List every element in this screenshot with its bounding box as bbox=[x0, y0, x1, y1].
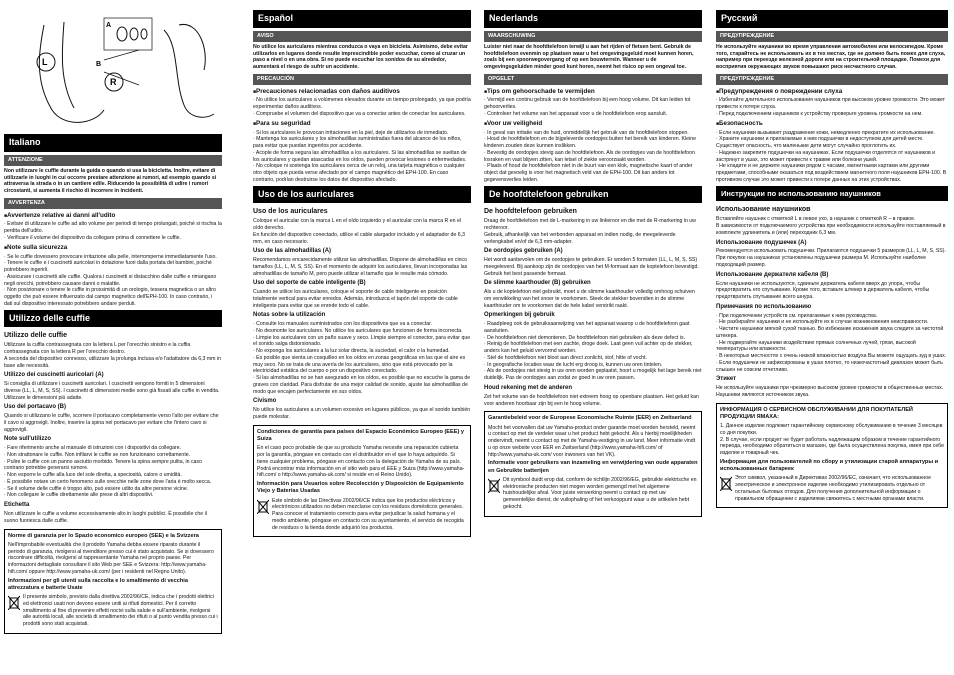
notes-text: · Raadpleeg ook de gebruiksaanwijzing van het apparaat waarop u de hoofdtelefoon gaat aansluiten. · De hoofdtelefoon niet demonteren. De hoofdtelefoon niet gebruiken als deze defect is. · Reinig de hoofdtelefoon met een zachte, droge doek. Laat geen vuil achter op de stekker, anders kan het geluid vervormd worden. · Stel de hoofdtelefoon niet bloot aan direct zonlicht, stof, hitte of vocht. · In geografische locaties waar de lucht erg droog is, kunnen uw oren tintelen. · Als de oordopjes niet stevig in uw oren worden geplaatst, hoort u mogelijk het lage bereik niet duidelijk. Pas de oordopjes aan zodat ze goed in uw oren passen. bbox=[484, 321, 702, 382]
holder-heading: De slimme kaarthouder (B) gebruiken bbox=[484, 280, 591, 287]
warranty-title: Garantiebeleid voor de Europese Economische Ruimte (EER) en Zwitserland bbox=[488, 415, 692, 422]
earphones-diagram-icon bbox=[4, 10, 222, 134]
eartips-text: Si consiglia di utilizzare i cuscinetti auricolari. I cuscinetti vengono forniti in 5 dimensioni diverse (LL, L, M, S, SS). I cuscinetti di dimensioni medie sono già fissati alle cuffie in vendita. Utilizzare le dimensioni più adatte. bbox=[4, 381, 220, 401]
disposal-text: Este símbolo de las Directivas 2002/96/CE indica que los productos eléctricos y electrónicos utilizados no deben mezclarse con los residuos domésticos generales. Para conocer el tratamiento correcto para evitar perjudicar la salud humana y el medio ambiente, póngase en contacto con su ayuntamiento, el servicio de recogida de residuos o la tienda donde adquirió los productos. bbox=[272, 497, 464, 531]
etiquette-text: Non utilizzare le cuffie a volume eccessivamente alto in luoghi pubblici. È possibile che il suono fuoriesca dalle cuffie. bbox=[4, 511, 207, 524]
caution-label: AVVERTENZA bbox=[4, 198, 222, 209]
safety-text: · Se le cuffie dovessero provocare irritazione alla pelle, interromperne immediatamente l'uso. · Tenere le cuffie e i cuscinetti auricolari in dotazione fuori dalla portata dei bambini, poiché potrebbero ingerirli. · Assicurare i cuscinetti alle cuffie. Qualora i cuscinetti si distacchino dalle cuffie e rimangano negli orecchi, potrebbero causare danni o malattie. · Non posizionare o tenere le cuffie in prossimità di un orologio, tessera magnetica o un altro oggetto che può essere influenzato dal campo magnetico dell'EPH-100. In caso contrario, i dati sul dispositivo interessato potrebbero andare perduti. bbox=[4, 253, 217, 307]
usage-heading: De hoofdtelefoon gebruiken bbox=[484, 208, 577, 216]
crossed-bin-icon bbox=[720, 475, 732, 491]
safety-heading: ■ Безопасность bbox=[716, 120, 948, 128]
column-russian bbox=[716, 10, 948, 670]
etiquette-text: Не используйте наушники при чрезмерно высоком уровне громкости в общественных местах. Наушники являются источником звука. bbox=[716, 385, 944, 398]
holder-heading: Uso del soporte de cable inteligente (B) bbox=[253, 280, 366, 287]
warning-text: Non utilizzare le cuffie durante la guida o quando si usa la bicicletta. Inoltre, evitare di utilizzarle in luoghi in cui occorre prestare attenzione ai rumori, ad esempio quando si attraversa la strada o in un cantiere edile. Riducendo la possibilità di udire i rumori circostanti, si aumenta il rischio di incorrere in incidenti. bbox=[4, 167, 217, 195]
disposal-text: Dit symbool duidt erop dat, conform de richtlijn 2002/96/EG, gebruikte elektrische en elektronische producten niet mogen worden gemengd met het algemene huishoudelijke afval. Voor juiste verwerking neemt u contact op met uw gemeentelijke dienst, de vuilophaling of het verkooppunt waar u de artikelen hebt gekocht. bbox=[503, 476, 697, 510]
holder-text: Cuando se utilice los auriculares, coloque el soporte de cable inteligente en posición totalmente vertical para evitar enredos. Además, introduzca el tapón del soporte de cable inteligente para evitar que se enrede todo el cable. bbox=[253, 289, 458, 309]
safety-text: · Si los auriculares le provocan irritaciones en la piel, deje de utilizarlos de inmediato. · Mantenga los auriculares y los almohadillas suministradas fuera del alcance de los niños, para evitar que puedan ingerirlos por accidente. · Acople de forma segura las almohadillas a los auriculares. Si las almohadillas se sueltan de los auriculares y quedan atascadas en los oídos, pueden provocar lesiones o enfermedades. · No coloque ni sostenga los auriculares cerca de un reloj, una tarjeta magnética o cualquier otro objeto que pueda verse afectado por el campo magnético del EPH-100. En caso contrario, podrían destruirse los datos del dispositivo afectado. bbox=[253, 129, 467, 183]
notes-heading: Примечания по использованию bbox=[716, 303, 812, 310]
eartips-heading: Использование подушечек (A) bbox=[716, 239, 807, 246]
eartips-heading: Utilizzo dei cuscinetti auricolari (A) bbox=[4, 372, 104, 379]
safety-heading: ■ Note sulla sicurezza bbox=[4, 244, 222, 252]
warranty-text: 1. Данное изделие подлежит гарантийному сервисному обслуживанию в течение 3 месяцев со дня покупки. 2. В случае, если продукт не будет работать надлежащим образом в течение гарантийного периода, необходимо обратиться в магазин, где была осуществлена покупка, имея при себе изделие и товарный чек. bbox=[720, 423, 944, 457]
disposal-text: Этот символ, указанный в Директивах 2002/96/EC, означает, что использованное электрическое и электронное изделие необходимо утилизировать отдельно от остальных бытовых отходов. Для получения дополнительной информации о правильном обращении с изделиями свяжитесь с местными органами власти. bbox=[735, 475, 932, 502]
notes-heading: Opmerkingen bij gebruik bbox=[484, 312, 555, 319]
safety-text: · Если наушники вызывают раздражение кожи, немедленно прекратите их использование. · Храните наушники и прилагаемые к ним подушечки в недоступном для детей месте. Существует опасность, что маленькие дети могут случайно проглотить их. · Надежно закрепите подушечки на наушниках. Если подушечки отделятся от наушников и застрянут в ушах, это может привести к травме или болезни ушей. · Не кладите и не держите наушники рядом с часами, магнитными картами или другими предметами, способными оказаться под воздействием магнитного поля наушников EPH-100. В противном случае это может привести к потере данных на этих устройствах. bbox=[716, 129, 947, 183]
usage-title: Uso de los auriculares bbox=[253, 186, 471, 204]
caution-label: OPGELET bbox=[484, 74, 702, 85]
svg-text:R: R bbox=[110, 77, 117, 87]
warranty-text: Mocht het voorvallen dat uw Yamaha-product onder garantie moet worden hersteld, neemt u contact op met de verdeler waar u het product hebt gekocht. Als u hierbij moeilijkheden ondervindt, neemt u contact op met de Yamaha-vestiging in uw land. Meer informatie vindt u op onze website voor EER en Zwitserland (http://www.yamaha-hifi.com/ of http://www.yamaha-uk.com/ voor inwoners van het VK). bbox=[488, 424, 696, 458]
warranty-title: Norme di garanzia per lo Spazio economico europeo (SEE) e la Svizzera bbox=[8, 532, 199, 539]
column-espanol bbox=[253, 10, 471, 670]
disposal-title: Информация для пользователей по сбору и утилизации старой аппаратуры и использованных батареек bbox=[720, 458, 939, 473]
etiquette-text: Zet het volume van de hoofdtelefoon niet extreem hoog op openbare plaatsen. Het geluid kan voor anderen hoorbaar zijn bij een te hoog volume. bbox=[484, 393, 699, 407]
warning-label: ATTENZIONE bbox=[4, 155, 222, 166]
disposal-title: Información para Usuarios sobre Recolección y Disposición de Equipamiento Viejo y Baterías Usadas bbox=[257, 481, 464, 495]
crossed-bin-icon bbox=[8, 594, 20, 610]
warning-label: WAARSCHUWING bbox=[484, 31, 702, 42]
hearing-heading: ■ Avvertenze relative ai danni all'udito bbox=[4, 212, 222, 220]
caution-label: PRECAUCIÓN bbox=[253, 74, 471, 85]
hearing-text: · Избегайте длительного использования наушников при высоком уровне громкости. Это может привести к потере слуха. · Перед подключением наушников к устройству проверьте уровень громкости на нем. bbox=[716, 97, 946, 117]
usage-heading: Uso de los auriculares bbox=[253, 208, 328, 216]
section-title: Italiano bbox=[4, 134, 222, 152]
eartips-text: Рекомендуется использовать подушечки. Прилагаются подушечки 5 размеров (LL, L, M, S, SS). При покупке на наушниках установлены подушечки размера M. Используйте наиболее подходящий размер. bbox=[716, 248, 946, 268]
warranty-box bbox=[253, 425, 471, 538]
earphone-illustration bbox=[4, 10, 222, 134]
svg-text:L: L bbox=[42, 57, 48, 67]
hearing-text: · Evitare di utilizzare le cuffie ad alto volume per periodi di tempo prolungati, poiché si rischia la perdita dell'udito. · Verificare il volume del dispositivo da collegare prima di connettere le cuffie. bbox=[4, 221, 222, 241]
holder-text: Quando si utilizzano le cuffie, scorrere il portacavo completamente verso l'alto per evitare che il cavo si aggrovigli. Inoltre, inserire la spina nel portacavo per evitare che l'intero cavo si aggrovigli. bbox=[4, 413, 219, 433]
warranty-box bbox=[716, 403, 948, 509]
svg-text:A: A bbox=[106, 22, 112, 29]
usage-text: Вставляйте наушник с отметкой L в левое ухо, а наушник с отметкой R – в правое. В зависимости от подключаемого устройства при необходимости используйте поставляемый в комплекте удлинитель и (или) переходник 6,3 мм. bbox=[716, 216, 946, 236]
usage-title: De hoofdtelefoon gebruiken bbox=[484, 186, 702, 204]
svg-text:B: B bbox=[96, 61, 102, 68]
warranty-title: Condiciones de garantía para países del Espacio Económico Europeo (EEE) y Suiza bbox=[257, 428, 465, 443]
crossed-bin-icon bbox=[488, 477, 500, 493]
warning-text: Luister niet naar de hoofdtelefoon terwijl u aan het rijden of fietsen bent. Gebruik de hoofdtelefoon evenmin op plaatsen waar u het omgevingsgeluid moet kunnen horen, zoals bij een spoorwegovergang of op een bouwterrein. Wanneer u de omgevingsgeluiden minder goed kunt horen, neemt het risico op een ongeval toe. bbox=[484, 43, 694, 71]
warning-label: AVISO bbox=[253, 31, 471, 42]
warranty-title: ИНФОРМАЦИЯ О СЕРВИСНОМ ОБСЛУЖИВАНИИ ДЛЯ ПОКУПАТЕЛЕЙ ПРОДУКЦИИ ЯМАХА: bbox=[720, 406, 913, 420]
eartips-heading: Uso de las almohadillas (A) bbox=[253, 248, 332, 255]
section-title: Nederlands bbox=[484, 10, 702, 28]
notes-text: · Fare riferimento anche al manuale di istruzioni con i dispositivi da collegare. · Non strattonare le cuffie. Non infilarvi le cuffie se non funzionano correttamente. · Pulire le cuffie con un panno asciutto morbido. Tenere la spina sempre pulita, in caso contrario potrebbe generarsi rumore. · Non esporre le cuffie alla luce del sole diretta, a speciosità, calore o umidità. · È possibile notare un certo fenomeno sulle orecchie nelle zone dove l'aria è molto secca. · Se il volume delle cuffie è troppo alto, può essere udito da altre persone vicine. · Non collegare le cuffie direttamente alle prese di altri dispositivi. bbox=[4, 445, 212, 499]
notes-text: · При подключении устройств см. прилагаемые к ним руководства. · Не разбирайте наушники и не используйте их в случае возникновения неисправности. · Чистите наушники мягкой сухой тканью. Во избежание искажения звука следите за чистотой штекера. · Не подвергайте наушники воздействию прямых солнечных лучей, грязи, высокой температуры или влажности. · В некоторых местностях с очень низкой влажностью воздуха Вы можете ощущать зуд в ушах. · Если подушечки не зафиксированы в ушах плотно, то низкочастотный диапазон может быть слышен не совсем отчетливо. bbox=[716, 312, 947, 373]
usage-heading: Utilizzo delle cuffie bbox=[4, 332, 68, 340]
section-title: Español bbox=[253, 10, 471, 28]
disposal-text: Il presente simbolo, previsto dalla direttiva 2002/96/CE, indica che i prodotti elettrici ed elettronici usati non devono essere uniti ai rifiuti domestici. Per il corretto smaltimento al fine di prevenire effetti nocivi sulla salute e sull'ambiente, rivolgersi alle autorità locali, alle società di smaltimento dei rifiuti o al punto vendita presso cui i prodotti sono stati acquistati. bbox=[23, 594, 218, 628]
warranty-box bbox=[484, 411, 702, 516]
disposal-title: Informazioni per gli utenti sulla raccolta e lo smaltimento di vecchia attrezzatura e batterie Usate bbox=[8, 577, 188, 591]
hearing-text: · No utilice los auriculares a volúmenes elevados durante un tiempo prolongado, ya que podría experimentar daños auditivos. · Compruebe el volumen del dispositivo que va a conectar antes de conectar los auriculares. bbox=[253, 97, 471, 117]
notes-text: · Consulte los manuales suministrados con los dispositivos que va a conectar. · No desmonte los auriculares. No utilice los auriculares que funcionen de forma incorrecta. · Limpie los auriculares con un paño suave y seco. Limpie siempre el conector, para evitar que el sonido salga distorsionado. · No exponga los auriculares a la luz solar directa, la suciedad, el calor o la humedad. · Es posible que sienta un cosquilleo en los oídos en zonas geográficas en las que el aire es muy seco. No se trata de una avería de los auriculares, sino que está provocado por la electricidad estática del cuerpo o por un dispositivo conectado. · Si las almohadillas no se han asegurado en los oídos, es posible que no escuche la gama de graves con claridad. Para disfrutar de una mejor calidad de sonido, ajuste las almohadillas de modo que encajen perfectamente en sus oídos. bbox=[253, 321, 471, 395]
hearing-heading: ■ Tips om gehoorschade te vermijden bbox=[484, 88, 702, 96]
warning-text: Не используйте наушники во время управления автомобилем или велосипедом. Кроме того, старайтесь не использовать их в тех местах, где не должно быть помех для слуха, например при переезде железной дороги или на строительной площадке. Помехи для восприятия окружающих звуков повышают риск несчастного случая. bbox=[716, 43, 946, 71]
eartips-text: Recomendamos encarecidamente utilizar las almohadillas. Dispone de almohadillas en cinco tamaños (LL, L, M, S, SS). En el momento de adquirir los auriculares, llevan incorporadas las almohadillas de tamaño M, pero puede utilizar el tamaño que le resulte más cómodo. bbox=[253, 257, 468, 277]
caution-label: ПРЕДУПРЕЖДЕНИЕ bbox=[716, 74, 948, 85]
holder-heading: Uso del portacavo (B) bbox=[4, 404, 67, 411]
usage-title: Utilizzo delle cuffie bbox=[4, 310, 222, 328]
warranty-box bbox=[4, 529, 222, 634]
hearing-heading: ■ Precauciones relacionadas con daños auditivos bbox=[253, 88, 471, 96]
column-italiano bbox=[4, 10, 222, 670]
holder-text: Als u de koptelefoon niet gebruikt, moet u de slimme kaarthouder volledig omhoog schuiven om verwikkeling van het snoer te voorkomen. Steek de stekker bovendien in de slimme kaarthouder om te voorkomen dat de hele kabel verstrikt raakt. bbox=[484, 289, 695, 309]
etiquette-heading: Этикет bbox=[716, 376, 737, 383]
hearing-text: · Vermijd een continu gebruik van de hoofdtelefoon bij een hoog volume. Dit kan leiden tot gehoorverlies. · Controleer het volume van het apparaat voor u de hoofdtelefoon erop aansluit. bbox=[484, 97, 691, 117]
column-nederlands bbox=[484, 10, 702, 670]
usage-title: Инструкции по использованию наушников bbox=[716, 186, 948, 202]
warranty-text: En el caso poco probable de que su producto Yamaha necesite una reparación cubierta por la garantía, póngase en contacto con el distribuidor en el que lo haya adquirido. Si tiene cualquier problema, póngase en contacto con la delegación de Yamaha de su país. Podrá encontrar más información en el sitio web para el EEE y Suiza (http://www.yamaha-hifi.com/ o http://www.yamaha-uk.com/ si reside en el Reino Unido). bbox=[257, 445, 465, 479]
warning-text: No utilice los auriculares mientras conduzca o vaya en bicicleta. Asimismo, debe evitar utilizarlos en lugares donde resulte imprescindible poder escuchar, como al cruzar un paso a nivel o en una obra. Si no puede escuchar los sonidos de su alrededor, aumentará el riesgo de sufrir un accidente. bbox=[253, 43, 468, 71]
notes-heading: Note sull'utilizzo bbox=[4, 436, 52, 443]
safety-heading: ■ Para su seguridad bbox=[253, 120, 471, 128]
usage-text: Coloque el auricular con la marca L en el oído izquierdo y el auricular con la marca R en el oído derecho. En función del dispositivo conectado, utilice el cable alargador incluido y el adaptador de 6,3 mm, en caso necesario. bbox=[253, 218, 465, 245]
hearing-heading: ■ Предупреждения о повреждении слуха bbox=[716, 88, 948, 96]
disposal-title: Informatie voor gebruikers van inzameling en verwijdering van oude apparaten en Gebruikte batterijen bbox=[488, 460, 698, 474]
eartips-heading: De oordopjes gebruiken (A) bbox=[484, 248, 563, 255]
etiquette-heading: Civismo bbox=[253, 398, 277, 405]
etiquette-text: No utilice los auriculares a un volumen excesivo en lugares públicos, ya que el sonido también puede molestar. bbox=[253, 407, 471, 421]
etiquette-heading: Etichetta bbox=[4, 502, 30, 509]
holder-text: Если наушники не используются, сдвиньте держатель кабеля вверх до упора, чтобы предотвратить его спутывание. Кроме того, вставьте штекер в держатель кабеля, чтобы предотвратить спутывание всего шнура. bbox=[716, 280, 930, 300]
usage-text: Draag de hoofdtelefoon met de L-markering in uw linkeroor en die met de R-markering in uw rechteroor. Gebruik, afhankelijk van het verbonden apparaat en indien nodig, de meegeleverde verlengkabel en/of de 6,3 mm-adapter. bbox=[484, 218, 696, 245]
usage-text: Utilizzare la cuffia contrassegnata con la lettera L per l'orecchio sinistro e la cuffia contrassegnata con la lettera R per l'orecchio destro. A seconda del dispositivo connesso, utilizzare la prolunga inclusa e/o l'adattatore da 6,3 mm in base alle necessità. bbox=[4, 342, 221, 369]
notes-heading: Notas sobre la utilización bbox=[253, 312, 326, 319]
etiquette-heading: Houd rekening met de anderen bbox=[484, 384, 573, 391]
holder-heading: Использование держателя кабеля (B) bbox=[716, 271, 829, 278]
warning-label: ПРЕДУПРЕЖДЕНИЕ bbox=[716, 31, 948, 42]
crossed-bin-icon bbox=[257, 498, 269, 514]
safety-text: · In geval van irritatie van de huid, onmiddellijk het gebruik van de hoofdtelefoon stoppen. · Houd de hoofdtelefoon en de bijgeleverde oordopjes buiten het bereik van kinderen. Kleine kinderen zouden deze kunnen inslikken. · Bevestig de oordopjes stevig aan de hoofdtelefoon. Als de oordopjes van de hoofdtelefoon losraken en vast blijven zitten, kan letsel of ziekte veroorzaakt worden. · Plaats of houd de hoofdtelefoon niet in de buurt van een klok, magnetische kaart of ander object dat gevoelig is voor het magnetisch veld van de EPH-100. Dit kan anders tot gegevensverlies leiden. bbox=[484, 129, 696, 183]
safety-heading: ■ Voor uw veiligheid bbox=[484, 120, 702, 128]
warranty-text: Nell'improbabile eventualità che il prodotto Yamaha debba essere riparato durante il periodo di garanzia, rivolgersi al rivenditore presso cui è stato acquistato. Se si dovessero riscontrare difficoltà, rivolgersi al rappresentante Yamaha nel proprio paese. Per informazioni dettagliate consultare il sito Web per SEE e Svizzera: http://www.yamaha-hifi.com/ oppure http://www.yamaha-uk.com/ (per i residenti nel Regno Unito). bbox=[8, 541, 214, 575]
section-title: Русский bbox=[716, 10, 948, 28]
eartips-text: Het wordt aanbevolen om de oordopjes te gebruiken. Er worden 5 formaten (LL, L, M, S, SS) meegeleverd. Bij aankoop zijn de oordopjes van het M-formaat aan de koptelefoon bevestigd. Gebruik het best passende formaat. bbox=[484, 257, 699, 277]
usage-heading: Использование наушников bbox=[716, 206, 811, 214]
